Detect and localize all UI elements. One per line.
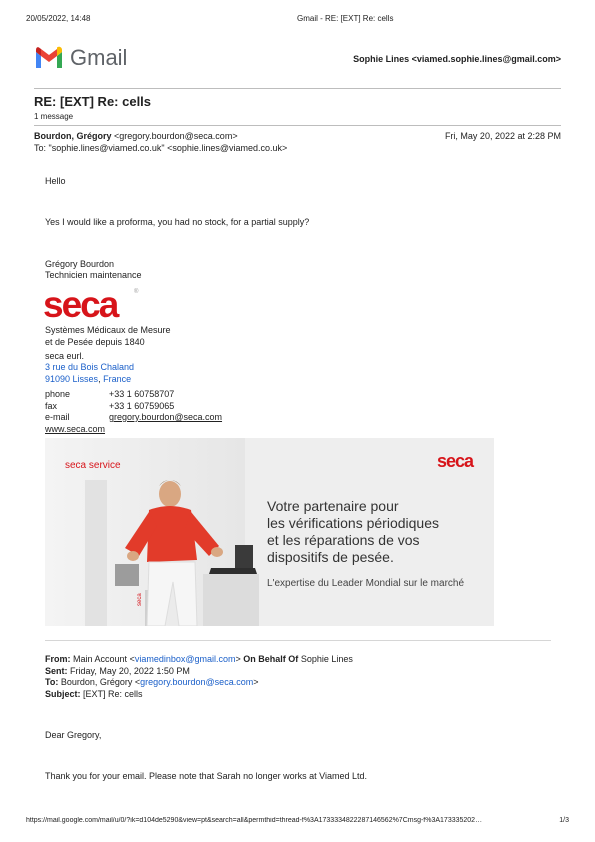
quoted-from: From: Main Account <viamedinbox@gmail.com> On Behalf Of Sophie Lines [45,654,353,664]
quoted-to: To: Bourdon, Grégory <gregory.bourdon@seca.com> [45,677,259,687]
signature-city-line: 91090 Lisses, France [45,374,132,384]
website-link[interactable]: www.seca.com [45,423,106,434]
contact-row: e-mail gregory.bourdon@seca.com [45,412,223,422]
quoted-header [45,654,353,700]
sender-email[interactable]: <gregory.bourdon@seca.com> [114,131,238,141]
print-url: https://mail.google.com/mail/u/0/?ik=d104de5290&view=pt&search=all&permthid=thread-f%3A1733334822287146562%7Cmsg-f%3A173335202… [26,817,483,824]
divider [34,88,561,89]
banner-subline: L'expertise du Leader Mondial sur le marché [267,578,465,589]
message-from [34,131,238,141]
message-count: 1 message [34,112,74,121]
seca-service-banner[interactable] [45,438,494,626]
banner-brand: seca [437,451,474,471]
sender-name: Bourdon, Grégory [34,131,112,141]
seca-logo-text: seca [43,284,118,325]
email-link[interactable]: gregory.bourdon@seca.com [109,412,223,422]
account-label: Sophie Lines <viamed.sophie.lines@gmail.com> [353,54,561,64]
page-number: 1/3 [559,817,569,824]
website-row [45,424,222,436]
banner-shirt-text: seca [137,593,143,606]
signature-contacts [45,389,222,435]
signature-tagline-2: et de Pesée depuis 1840 [45,337,145,347]
signature-role: Technicien maintenance [45,270,142,280]
signature-name: Grégory Bourdon [45,259,115,269]
city-link[interactable]: Lisses [72,374,99,384]
quoted-subject: Subject: [EXT] Re: cells [45,688,143,699]
technician-illustration [85,460,260,626]
contact-row: phone +33 1 60758707 [45,389,175,399]
quoted-to-email[interactable]: gregory.bourdon@seca.com [140,677,254,687]
contact-row: fax +33 1 60759065 [45,400,175,411]
message-to: To: "sophie.lines@viamed.co.uk" <sophie.lines@viamed.co.uk> [34,143,288,153]
thread-subject: RE: [EXT] Re: cells [34,94,152,109]
signature-tagline-1: Systèmes Médicaux de Mesure [45,325,171,335]
signature-address[interactable]: 3 rue du Bois Chaland [45,362,135,372]
banner-service-label: seca service [65,460,121,471]
body-text: Yes I would like a proforma, you had no stock, for a partial supply? [45,217,310,227]
gmail-logo-text: Gmail [70,45,128,70]
quoted-body-text: Thank you for your email. Please note that Sarah no longer works at Viamed Ltd. [45,771,368,781]
signature-company: seca eurl. [45,351,85,361]
gmail-logo-icon [34,45,64,68]
print-title: Gmail - RE: [EXT] Re: cells [297,14,394,23]
quote-divider [45,640,551,641]
registered-mark: ® [134,289,139,295]
divider [34,125,561,126]
print-datetime: 20/05/2022, 14:48 [26,14,91,23]
quoted-body-greeting: Dear Gregory, [45,730,102,740]
message-date: Fri, May 20, 2022 at 2:28 PM [444,131,561,141]
banner-headline: Votre partenaire pour les vérifications périodiques et les réparations de vos dispositifs de pesée. [267,498,439,565]
quoted-sent: Sent: Friday, May 20, 2022 1:50 PM [45,665,190,676]
country-link[interactable]: France [103,374,132,384]
postcode-link[interactable]: 91090 [45,374,71,384]
quoted-from-email[interactable]: viamedinbox@gmail.com [134,654,236,664]
seca-logo [43,286,153,324]
body-greeting: Hello [45,176,66,186]
